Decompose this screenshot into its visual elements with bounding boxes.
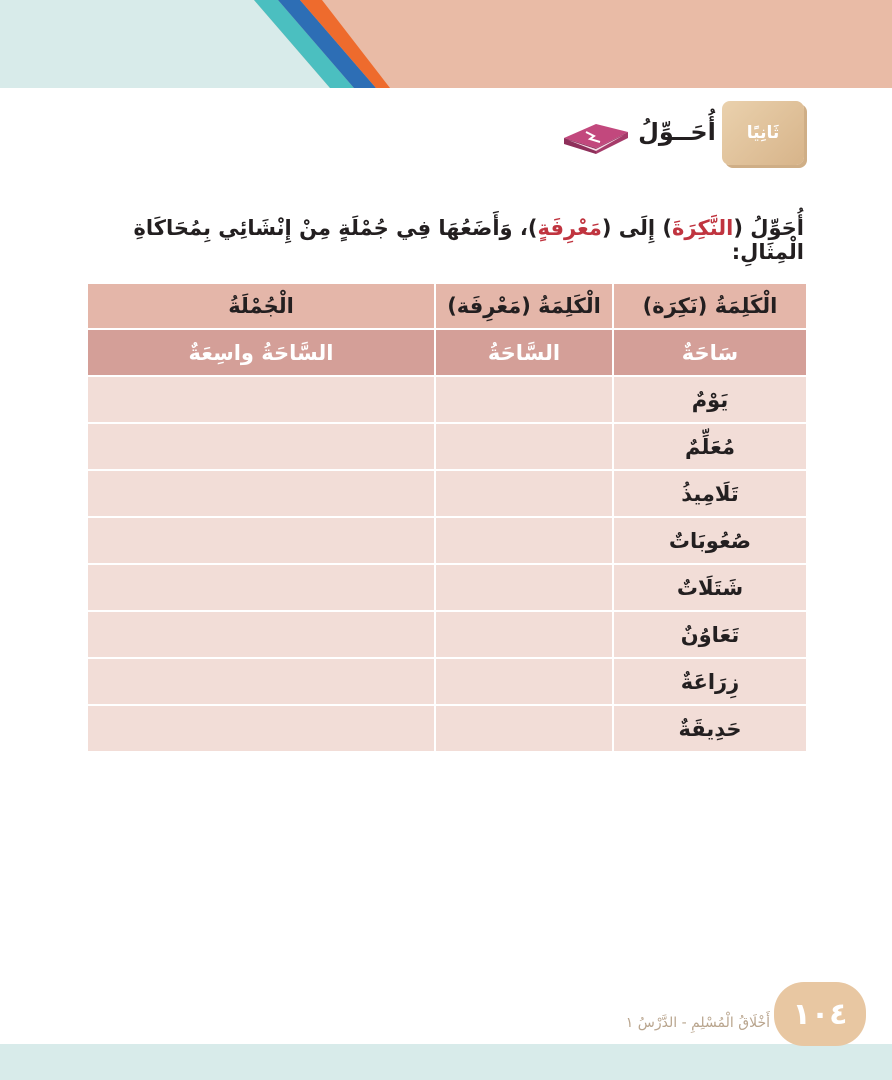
example-indefinite: سَاحَةٌ	[614, 330, 806, 375]
header-indefinite-word: الْكَلِمَةُ (نَكِرَة)	[614, 284, 806, 328]
sentence-answer-cell[interactable]	[88, 471, 434, 516]
sentence-answer-cell[interactable]	[88, 659, 434, 704]
footer-lesson-label: أَخْلَاقُ الْمُسْلِمِ - الدَّرْسُ ١	[625, 1015, 770, 1031]
word-cell: شَتَلَاتٌ	[614, 565, 806, 610]
header-definite-word: الْكَلِمَةُ (مَعْرِفَة)	[436, 284, 612, 328]
instruction-word-marifa: مَعْرِفَةٍ	[537, 216, 602, 240]
word-cell: حَدِيقَةٌ	[614, 706, 806, 751]
word-cell: تَلَامِيذُ	[614, 471, 806, 516]
top-banner-stripes	[0, 0, 892, 88]
word-cell: زِرَاعَةٌ	[614, 659, 806, 704]
definite-answer-cell[interactable]	[436, 659, 612, 704]
header-sentence: الْجُمْلَةُ	[88, 284, 434, 328]
word-cell: مُعَلِّمٌ	[614, 424, 806, 469]
table-row	[88, 377, 806, 422]
example-row	[88, 330, 806, 375]
word-cell: يَوْمٌ	[614, 377, 806, 422]
table-row	[88, 612, 806, 657]
instruction-text	[84, 216, 804, 264]
instruction-middle: ) إِلَى (	[601, 216, 673, 240]
table-row	[88, 706, 806, 751]
sentence-answer-cell[interactable]	[88, 377, 434, 422]
section-badge-label: ثَانِيًا	[746, 123, 780, 143]
footer-band	[0, 1044, 892, 1080]
example-sentence: السَّاحَةُ واسِعَةٌ	[88, 330, 434, 375]
sentence-answer-cell[interactable]	[88, 424, 434, 469]
section-badge	[722, 101, 804, 165]
section-title: أُحَــوِّلُ	[638, 118, 716, 146]
sentence-answer-cell[interactable]	[88, 706, 434, 751]
page-number-badge	[774, 982, 866, 1046]
exercise-table	[86, 282, 808, 753]
instruction-word-nakira: النَّكِرَةَ	[672, 216, 734, 240]
example-definite: السَّاحَةُ	[436, 330, 612, 375]
table-row	[88, 659, 806, 704]
sentence-answer-cell[interactable]	[88, 612, 434, 657]
definite-answer-cell[interactable]	[436, 565, 612, 610]
table-row	[88, 518, 806, 563]
definite-answer-cell[interactable]	[436, 471, 612, 516]
sentence-answer-cell[interactable]	[88, 565, 434, 610]
instruction-prefix: أُحَوِّلُ (	[733, 216, 804, 240]
instruction-suffix: )، وَأَضَعُهَا فِي جُمْلَةٍ مِنْ إِنْشَائِي بِمُحَاكَاةِ الْمِثَالِ:	[133, 216, 804, 264]
definite-answer-cell[interactable]	[436, 706, 612, 751]
definite-answer-cell[interactable]	[436, 424, 612, 469]
table-row	[88, 565, 806, 610]
table-row	[88, 424, 806, 469]
sentence-answer-cell[interactable]	[88, 518, 434, 563]
definite-answer-cell[interactable]	[436, 377, 612, 422]
definite-answer-cell[interactable]	[436, 612, 612, 657]
page-number: ١٠٤	[792, 996, 848, 1032]
definite-answer-cell[interactable]	[436, 518, 612, 563]
word-cell: صُعُوبَاتٌ	[614, 518, 806, 563]
table-row	[88, 471, 806, 516]
word-cell: تَعَاوُنٌ	[614, 612, 806, 657]
table-header-row	[88, 284, 806, 328]
book-icon	[560, 118, 632, 158]
